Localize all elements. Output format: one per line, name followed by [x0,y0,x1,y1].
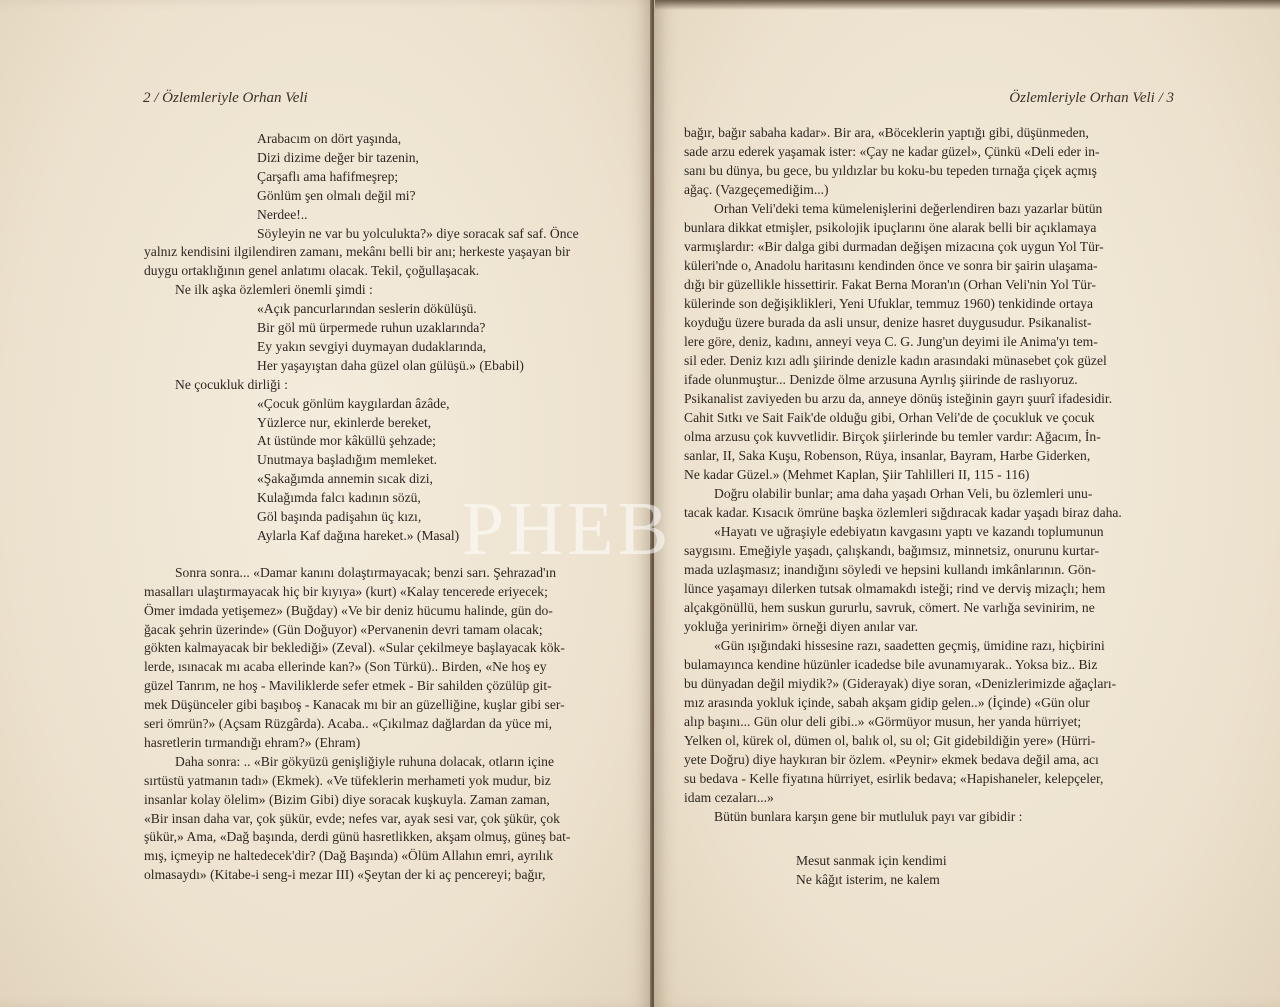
text-line: sanı bu dünya, bu gece, bu yıldızlar bu koku-bu tepeden tırnağa çiçek açmış [684,163,1097,178]
text-line: Kulağımda falcı kadının sözü, [257,490,421,506]
text-line: Ne ilk aşka özlemleri önemli şimdi : [175,282,373,298]
text-line: masalları ulaştırmayacak hiç bir kıyıya» (kurt) «Kalay tencerede eriyecek; [144,583,548,599]
text-line: seri ömrün?» (Açsam Rüzgârda). Acaba.. «Çıkılmaz dağlardan da yüce mi, [144,716,553,731]
text-line: alçakgönüllü, hem suskun gururlu, savruk, cömert. Ne varlığa sevinirim, ne [684,600,1095,615]
text-line: Yelken ol, kürek ol, dümen ol, balık ol, su ol; Git gidebildiğin yere» (Hürri- [684,733,1096,748]
text-line: Arabacım on dört yaşında, [257,131,402,146]
text-line: bulamayınca kendine hüzünler icadedse bile avunamıyarak.. Yoksa biz.. Biz [684,657,1098,672]
text-line: «Şakağımda annemin sıcak dizi, [257,471,433,487]
text-line: «Açık pancurlarından seslerin dökülüşü. [257,301,477,317]
text-line: güzel Tanrım, ne hoş - Maviliklerde sefer etmek - Bir sahilden çözülüp git- [144,678,552,694]
right-page [654,0,1280,1007]
right-page-header: Özlemleriyle Orhan Veli / 3 [1009,90,1174,106]
text-line: Sonra sonra... «Damar kanını dolaştırmayacak; benzi sarı. Şehrazad'ın [175,564,557,580]
text-line: sade arzu ederek yaşamak ister: «Çay ne kadar güzel», Çünkü «Deli eder in- [684,144,1100,159]
text-line: olmasaydı» (Kitabe-i seng-i mezar III) «Şeytan der ki aç pencereyi; bağır, [144,867,546,883]
text-line: Doğru olabilir bunlar; ama daha yaşadı Orhan Veli, bu özlemleri unu- [714,486,1093,501]
text-line: şükür,» Ama, «Dağ başında, derdi günü hasretlikken, akşam olmuş, güneş bat- [144,829,571,845]
text-line: sırtüstü yatmanın tadı» (Ekmek). «Ve tüfeklerin merhameti yok mudur, biz [144,772,551,788]
text-line: alıp başını... Gün olur deli gibi..» «Görmüyor musun, her yanda hürriyet; [684,714,1082,729]
text-line: bu dünyadan değil miydik?» (Giderayak) diye soran, «Denizlerimizde ağaçları- [684,676,1117,691]
text-line: Unutmaya başladığım memleket. [257,452,438,468]
text-line: idam cezaları...» [684,790,774,805]
text-line: lünce yaşamayı dilerken tutsak olmamakdı isteği; rind ve derviş mizaçlı; hem [684,581,1106,596]
text-line: mada uzlaşmasız; inandığını söyledi ve hepsini kullandı imkânlarının. Gön- [684,562,1096,577]
text-line: Yüzlerce nur, ekinlerde bereket, [257,414,432,430]
text-line: varmışlardır: «Bir dalga gibi durmadan değişen mizacına çok uygun Yol Tür- [684,239,1104,254]
text-line: su bedava - Kelle fiyatına hürriyet, esirlik bedava; «Hapishaneler, kelepçeler, [684,771,1104,786]
watermark: PHEB [462,487,673,571]
text-line: bağır, bağır sabaha kadar». Bir ara, «Böceklerin yaptığı gibi, düşünmeden, [684,125,1089,140]
page-top-edge [655,0,1280,10]
text-line: Bütün bunlara karşın gene bir mutluluk payı var gibidir : [714,809,1023,824]
text-line: Ey yakın sevgiyi duymayan dudaklarında, [257,338,487,354]
text-line: Cahit Sıtkı ve Sait Faik'de olduğu gibi, Orhan Veli'de de çocukluk ve çocuk [684,410,1095,425]
text-line: «Gün ışığındaki hissesine razı, saadetten geçmiş, ümidine razı, hiçbirini [714,638,1105,653]
text-line: ağaç. (Vazgeçemediğim...) [684,182,829,197]
text-line: Dizi dizime değer bir tazenin, [257,149,419,165]
text-line: bunlara dikkat etmişler, psikolojik ipuçlarını öne alarak belli bir açıklamaya [684,220,1097,235]
text-line: Psikanalist zaviyeden bu arzu da, anneye dönüş isteğinin gayrı şuurî ifadesidir. [684,391,1113,406]
text-line: Nerdee!.. [257,206,308,222]
text-line: Ne kâğıt isterim, ne kalem [796,872,940,887]
text-line: insanlar kolay ölelim» (Bizim Gibi) diye soracak kuşkuyla. Zaman zaman, [144,791,550,807]
text-line: Bir göl mü ürpermede ruhun uzaklarında? [257,320,486,335]
text-line: Ömer imdada yetişemez» (Buğday) «Ve bir deniz hücumu halinde, gün do- [144,602,553,618]
text-line: koyduğu üzere burada da asli unsur, denize hasret duygusudur. Psikanalist- [684,315,1092,330]
text-line: Gönlüm şen olmalı değil mi? [257,187,416,203]
text-line: Göl başında padişahın üç kızı, [257,509,422,524]
text-line: küleri'nde o, Anadolu haritasını kendinden önce ve sonra bir şairin ulaşama- [684,258,1098,273]
text-line: lere göre, deniz, kadını, anneyi veya C. G. Jung'un deyimi ile Anima'yı tem- [684,334,1098,349]
text-line: «Bir insan daha var, çok şükür, evde; nefes var, ayak sesi var, çok şükür, çok [144,810,560,826]
text-line: Orhan Veli'deki tema kümelenişlerini değerlendiren bazı yazarlar bütün [714,201,1103,216]
left-page-header: 2 / Özlemleriyle Orhan Veli [143,90,308,106]
text-line: Söyleyin ne var bu yolculukta?» diye soracak saf saf. Önce [257,225,579,241]
text-line: «Çocuk gönlüm kaygılardan âzâde, [257,395,450,411]
text-line: duygu ortaklığının genel anlatımı olacak. Tekil, çoğullaşacak. [144,263,480,279]
text-line: sanlar, II, Saka Kuşu, Robenson, Rüya, insanlar, Bayram, Harbe Giderken, [684,448,1091,463]
text-line: yokluğa yerinirim» örneği diyen anılar var. [684,619,919,634]
text-line: ğacak şehrin üzerinde» (Gün Doğuyor) «Pervanenin devri tamam olacak; [144,621,543,637]
text-line: mek Düşünceler gibi başıboş - Kanacak mı bir an güzelliğine, kuşlar gibi ser- [144,697,565,713]
text-line: yalnız kendisini ilgilendiren zamanı, mekânı belli bir anı; herkeste yaşayan bir [144,244,571,260]
text-line: mız arasında yokluk içinde, sabah akşam gidip gelen..» (İçinde) «Gün olur [684,695,1090,710]
text-line: gökten kalmayacak bir beklediği» (Zeval). «Sular çekilmeye başlayacak kök- [144,640,565,656]
text-line: ifade olunmuştur... Denizde ölme arzusuna Ayrılış şiirinde de raslıyoruz. [684,372,1078,387]
text-line: olma arzusu çok kuvvetlidir. Birçok şiirlerinde bu temler vardır: Ağacım, İn- [684,429,1101,444]
text-line: sil eder. Deniz kızı adlı şiirinde denizle kadın arasındaki münasebet çok güzel [684,353,1107,368]
text-line: Mesut sanmak için kendimi [796,853,947,868]
text-line: dığı bir güzellikle hissettirir. Fakat Berna Moran'ın (Orhan Veli'nin Yol Tür- [684,277,1096,292]
text-line: «Hayatı ve uğraşiyle edebiyatın kavgasını yaptı ve kazandı toplumunun [714,524,1104,539]
text-line: Aylarla Kaf dağına hareket.» (Masal) [257,527,460,543]
text-line: Çarşaflı ama hafifmeşrep; [257,168,399,184]
text-line: Ne kadar Güzel.» (Mehmet Kaplan, Şiir Tahlilleri II, 115 - 116) [684,467,1030,482]
text-line: saygısını. Emeğiyle yaşadı, çalışkandı, bağımsız, minnetsiz, onurunu kurtar- [684,543,1100,558]
text-line: Her yaşayıştan daha güzel olan gülüşü.» (Ebabil) [257,357,524,373]
text-line: Ne çocukluk dirliği : [175,376,288,392]
text-line: Daha sonra: .. «Bir gökyüzü genişliğiyle ruhuna dolacak, otların içine [175,753,555,769]
text-line: hasretlerin tırmandığı ehram?» (Ehram) [144,734,361,750]
text-line: At üstünde mor kâküllü şehzade; [257,433,436,449]
text-line: külerinde son değişiklikleri, Yeni Ufuklar, temmuz 1960) tenkidinde ortaya [684,296,1094,311]
text-line: tacak kadar. Kısacık ömrüne başka özlemleri sığdıracak kadar yaşadı biraz daha. [684,505,1122,520]
text-line: mış, içmeyip ne haltedecek'dir? (Dağ Başında) «Ölüm Allahın emri, ayrılık [144,848,554,864]
text-line: lerde, ısınacak mı acaba ellerinde kan?» (Son Türkü).. Birden, «Ne hoş ey [144,659,547,675]
text-line: yete Doğru) diye haykıran bir özlem. «Peynir» ekmek bedava değil ama, acı [684,752,1099,767]
